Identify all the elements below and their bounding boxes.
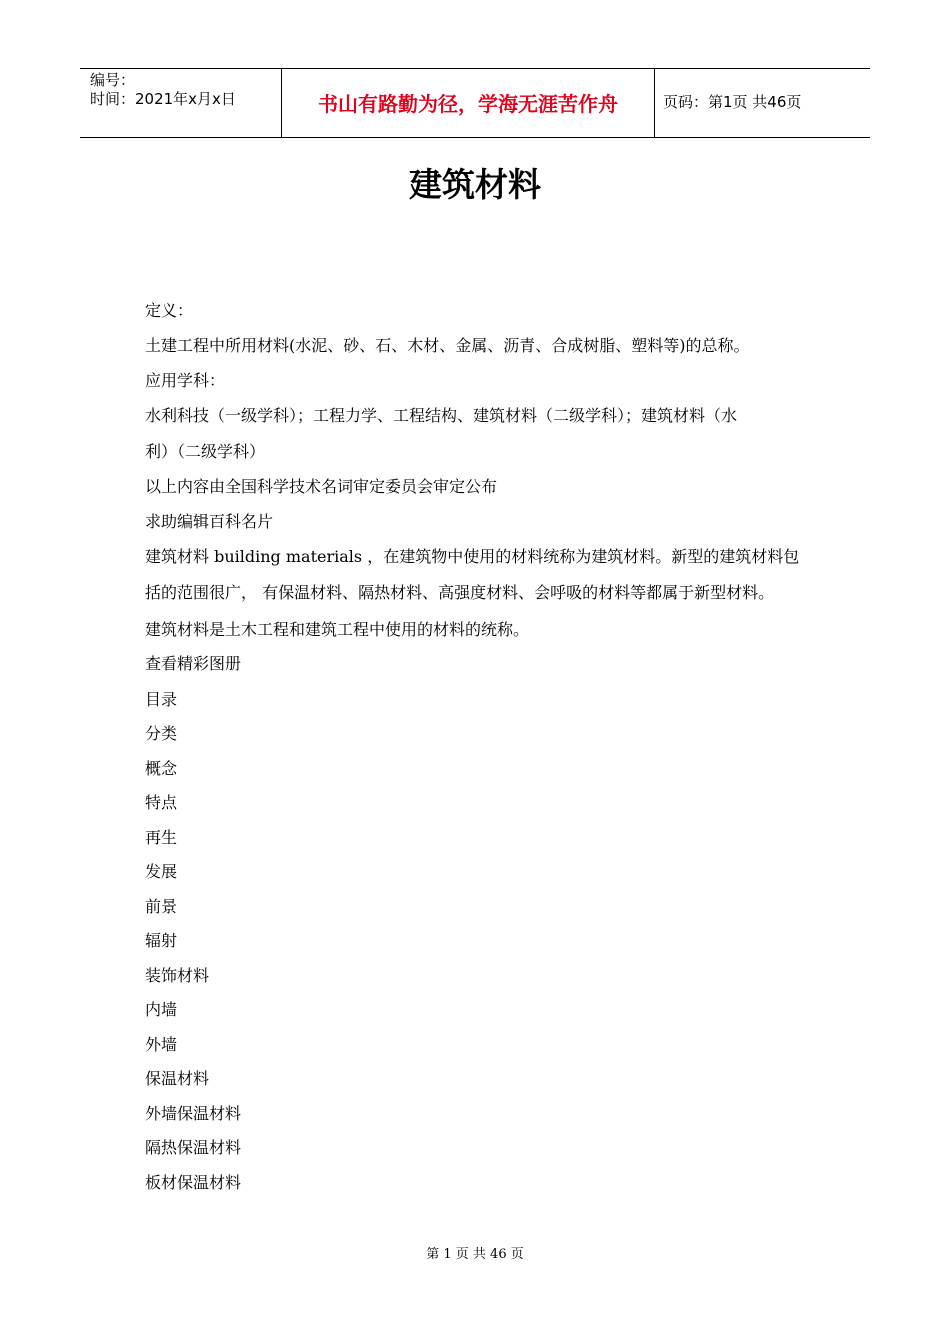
header-motto-cell bbox=[282, 69, 655, 137]
body-line: 应用学科： bbox=[145, 371, 226, 390]
header-page-code: 页码：第1页 共46页 bbox=[663, 93, 802, 111]
body-line: 括的范围很广， 有保温材料、隔热材料、高强度材料、会呼吸的材料等都属于新型材料。 bbox=[145, 583, 775, 602]
document-number-label: 编号： bbox=[90, 71, 136, 89]
body-line: 水利科技（一级学科）；工程力学、工程结构、建筑材料（二级学科）；建筑材料（水 bbox=[145, 406, 738, 425]
document-title: 建筑材料 bbox=[409, 165, 541, 204]
body-line: 求助编辑百科名片 bbox=[145, 512, 274, 531]
body-line: 以上内容由全国科学技术名词审定委员会审定公布 bbox=[145, 477, 498, 496]
header-page-cell bbox=[655, 69, 870, 137]
toc-item: 前景 bbox=[145, 897, 178, 916]
toc-item: 分类 bbox=[145, 724, 178, 743]
toc-item: 发展 bbox=[145, 862, 178, 881]
body-line: 定义： bbox=[145, 301, 194, 320]
toc-item: 特点 bbox=[145, 793, 178, 812]
toc-item: 板材保温材料 bbox=[145, 1173, 242, 1192]
toc-item: 外墙保温材料 bbox=[145, 1104, 242, 1123]
toc-item: 内墙 bbox=[145, 1000, 178, 1019]
toc-item: 隔热保温材料 bbox=[145, 1138, 242, 1157]
body-line: 建筑材料是土木工程和建筑工程中使用的材料的统称。 bbox=[145, 620, 530, 639]
toc-item: 辐射 bbox=[145, 931, 178, 950]
toc-item: 外墙 bbox=[145, 1035, 178, 1054]
toc-item: 目录 bbox=[145, 690, 178, 709]
body-line: 查看精彩图册 bbox=[145, 654, 242, 673]
toc-item: 装饰材料 bbox=[145, 966, 210, 985]
header-motto: 书山有路勤为径，学海无涯苦作舟 bbox=[318, 92, 618, 116]
page-header bbox=[80, 68, 870, 138]
page-footer: 第 1 页 共 46 页 bbox=[426, 1247, 524, 1262]
toc-item: 概念 bbox=[145, 759, 178, 778]
toc-item: 保温材料 bbox=[145, 1069, 210, 1088]
header-info-cell bbox=[80, 69, 282, 137]
body-line: 利）（二级学科） bbox=[145, 442, 266, 461]
toc-item: 再生 bbox=[145, 828, 178, 847]
body-line: 建筑材料 building materials ，在建筑物中使用的材料统称为建筑材料。新型的建筑材料包 bbox=[145, 547, 800, 566]
document-date-label: 时间：2021年x月x日 bbox=[90, 90, 236, 108]
body-line: 土建工程中所用材料(水泥、砂、石、木材、金属、沥青、合成树脂、塑料等)的总称。 bbox=[145, 336, 750, 355]
